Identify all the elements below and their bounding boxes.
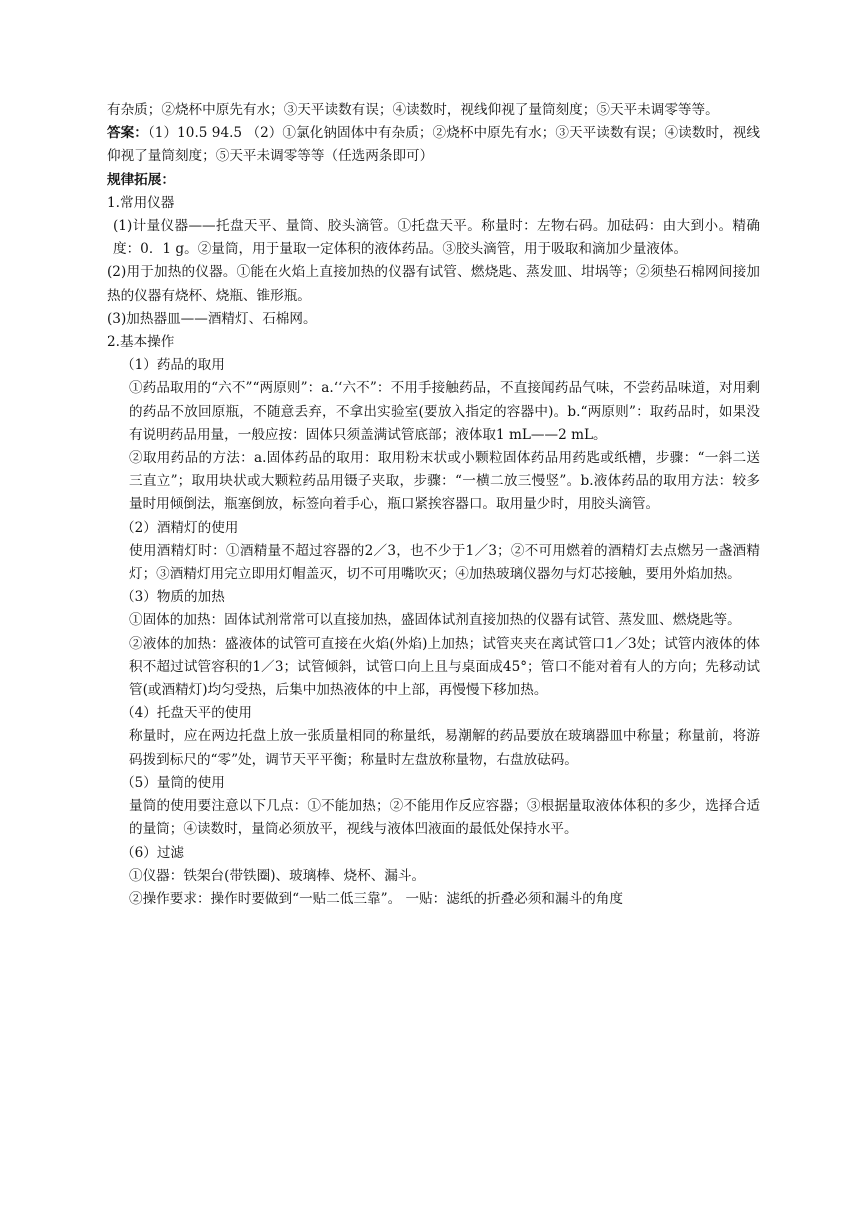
heading-taking-reagents: （1）药品的取用 bbox=[121, 357, 225, 374]
section-heading-rules: 规律拓展： bbox=[107, 171, 175, 188]
paragraph-taking-methods: ②取用药品的方法：a.固体药品的取用：取用粉末状或小颗粒固体药品用药匙或纸槽，步骤：“一斜二送三直立”；取用块状或大颗粒药品用镊子夹取，步骤：“一横二放三慢竖”。b.液体药品的取用方法：较多量时用倾倒法，瓶塞倒放，标签向着手心，瓶口紧挨容器口。取用量少时，用胶头滴管。 bbox=[129, 450, 760, 513]
paragraph-heating-devices: (3)加热器皿——酒精灯、石棉网。 bbox=[107, 310, 317, 327]
heading-filtration: （6）过滤 bbox=[121, 844, 185, 861]
paragraph-measuring-instruments: (1)计量仪器——托盘天平、量筒、胶头滴管。①托盘天平。称量时：左物右码。加砝码：由大到小。精确度：0．1 g。②量筒，用于量取一定体积的液体药品。③胶头滴管，用于吸取和滴加少量液体。 bbox=[113, 218, 760, 258]
heading-balance: （4）托盘天平的使用 bbox=[121, 705, 252, 722]
answer-paragraph bbox=[107, 122, 760, 168]
paragraph-filtration-requirements: ②操作要求：操作时要做到“一贴二低三靠”。 一贴：滤纸的折叠必须和漏斗的角度 bbox=[129, 890, 623, 907]
heading-alcohol-lamp: （2）酒精灯的使用 bbox=[121, 519, 239, 536]
paragraph-balance: 称量时，应在两边托盘上放一张质量相同的称量纸，易潮解的药品要放在玻璃器皿中称量；称量前，将游码拨到标尺的“零”处，调节天平平衡；称量时左盘放称量物，右盘放砝码。 bbox=[129, 728, 760, 768]
paragraph-six-nots: ①药品取用的“六不”“两原则”：a.‘‘六不”：不用手接触药品，不直接闻药品气味，不尝药品味道，对用剩的药品不放回原瓶，不随意丢弃，不拿出实验室(要放入指定的容器中)。b.“两原则”：取药品时，如果没有说明药品用量，一般应按：固体只须盖满试管底部；液体取1 mL——2 mL。 bbox=[129, 380, 760, 443]
heading-common-instruments: 1.常用仪器 bbox=[107, 194, 175, 211]
heading-heating: （3）物质的加热 bbox=[121, 589, 225, 606]
paragraph-continuation: 有杂质；②烧杯中原先有水；③天平读数有误；④读数时，视线仰视了量筒刻度；⑤天平未调零等等。 bbox=[107, 102, 719, 118]
heading-cylinder: （5）量筒的使用 bbox=[121, 774, 225, 791]
paragraph-solid-heating: ①固体的加热：固体试剂常常可以直接加热，盛固体试剂直接加热的仪器有试管、蒸发皿、燃烧匙等。 bbox=[129, 612, 741, 629]
paragraph-liquid-heating: ②液体的加热：盛液体的试管可直接在火焰(外焰)上加热；试管夹夹在离试管口1／3处；试管内液体的体积不超过试管容积的1／3；试管倾斜，试管口向上且与桌面成45°；管口不能对着有人的方向；先移动试管(或酒精灯)均匀受热，后集中加热液体的中上部，再慢慢下移加热。 bbox=[129, 635, 760, 699]
answer-text: （1）10.5 94.5 （2）①氯化钠固体中有杂质；②烧杯中原先有水；③天平读数有误；④读数时，视线仰视了量筒刻度；⑤天平未调零等等（任选两条即可） bbox=[107, 125, 761, 165]
paragraph-alcohol-lamp: 使用酒精灯时：①酒精量不超过容器的2／3，也不少于1／3；②不可用燃着的酒精灯去点燃另一盏酒精灯；③酒精灯用完立即用灯帽盖灭，切不可用嘴吹灭；④加热玻璃仪器勿与灯芯接触，要用外焰加热。 bbox=[129, 542, 760, 583]
paragraph-cylinder: 量筒的使用要注意以下几点：①不能加热；②不能用作反应容器；③根据量取液体体积的多少，选择合适的量筒；④读数时，量筒必须放平，视线与液体凹液面的最低处保持水平。 bbox=[129, 798, 760, 838]
answer-label: 答案： bbox=[107, 125, 148, 142]
heading-basic-operations: 2.基本操作 bbox=[107, 334, 175, 351]
paragraph-filtration-instruments: ①仪器：铁架台(带铁圈)、玻璃棒、烧杯、漏斗。 bbox=[129, 867, 426, 884]
paragraph-heating-instruments: (2)用于加热的仪器。①能在火焰上直接加热的仪器有试管、燃烧匙、蒸发皿、坩埚等；②须垫石棉网间接加热的仪器有烧杯、烧瓶、锥形瓶。 bbox=[107, 264, 760, 304]
